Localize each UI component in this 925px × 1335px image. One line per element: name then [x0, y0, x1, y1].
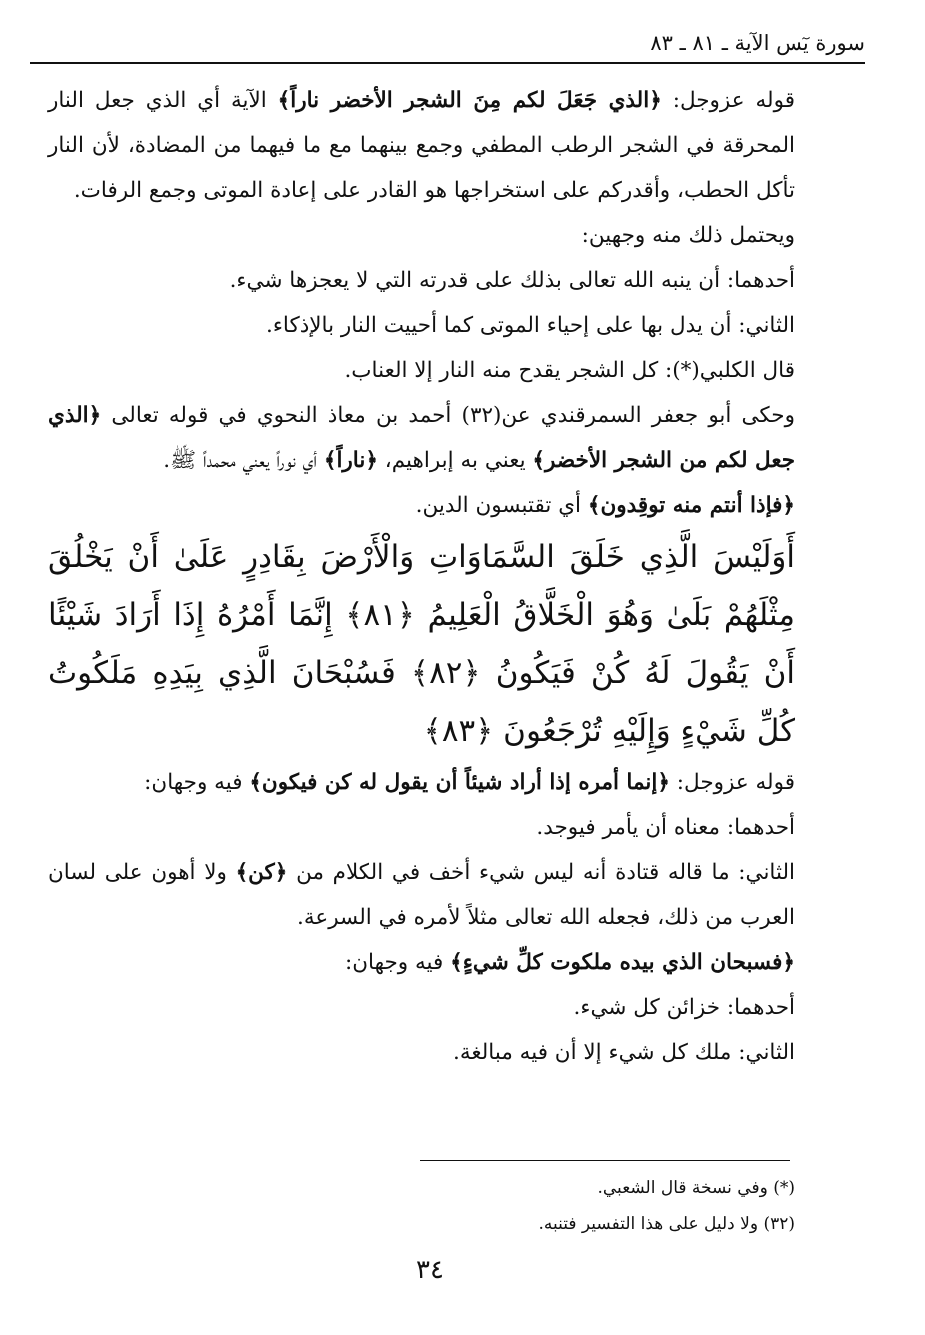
text-run: وحكى أبو جعفر السمرقندي عن(٣٢) أحمد بن معاذ النحوي في قوله تعالى [101, 403, 795, 428]
paragraph-13: الثاني: ملك كل شيء إلا أن فيه مبالغة. [453, 1040, 795, 1065]
text-run: الثاني: ما قاله قتادة أنه ليس شيء أخف في الكلام من [287, 860, 795, 885]
quran-quote: ﴿كن﴾ [235, 860, 288, 885]
quran-quote: ﴿ناراً﴾ [323, 448, 378, 473]
paragraph-1 [48, 78, 795, 213]
quran-verse-block: أَوَلَيْسَ الَّذِي خَلَقَ السَّمَاوَاتِ وَالْأَرْضَ بِقَادِرٍ عَلَىٰ أَنْ يَخْلُقَ مِثْلَهُمْ بَلَىٰ وَهُوَ الْخَلَّاقُ الْعَلِيمُ ﴿٨١﴾ إِنَّمَا أَمْرُهُ إِذَا أَرَادَ شَيْئًا أَنْ يَقُولَ لَهُ كُنْ فَيَكُونُ ﴿٨٢﴾ فَسُبْحَانَ الَّذِي بِيَدِهِ مَلَكُوتُ كُلِّ شَيْءٍ وَإِلَيْهِ تُرْجَعُونَ ﴿٨٣﴾ [48, 539, 796, 749]
page-number: ٣٤ [416, 1255, 444, 1285]
paragraph-12: أحدهما: خزائن كل شيء. [573, 995, 795, 1020]
text-run: أي تقتبسون الدين. [415, 493, 588, 518]
quran-quote: ﴿فسبحان الذي بيده ملكوت كلِّ شيءٍ﴾ [450, 950, 795, 975]
footnotes [300, 1170, 795, 1242]
text-run: ولا أهون على لسان العرب من ذلك، فجعله الله تعالى مثلاً لأمره في السرعة. [48, 860, 795, 930]
paragraph-6 [48, 393, 795, 483]
footnote: (*) وفي نسخة قال الشعبي. [597, 1178, 795, 1198]
quran-quote: ﴿الذي جَعَلَ لكم مِنَ الشجر الأخضر ناراً﴾ [277, 88, 662, 113]
text-run: يعني به إبراهيم، [377, 448, 533, 473]
quran-quote: ﴿فإذا أنتم منه توقِدون﴾ [587, 493, 795, 518]
text-run: قوله عزوجل: [669, 770, 795, 795]
paragraph-7 [48, 483, 795, 528]
quran-quote: ﴿الذي جعل لكم من الشجر الأخضر﴾ [48, 403, 795, 473]
footnote-divider [420, 1160, 790, 1161]
text-run: فيه وجهان: [344, 950, 451, 975]
paragraph-8 [48, 760, 795, 805]
paragraph-11 [48, 940, 795, 985]
running-header [30, 24, 865, 64]
text-run: قوله عزوجل: [661, 88, 795, 113]
quran-quote: ﴿إنما أمره إذا أراد شيئاً أن يقول له كن فيكون﴾ [249, 770, 670, 795]
text-run: الآية أي الذي جعل النار المحرقة في الشجر الرطب المطفي وجمع بينهما مع ما فيهما من المضادة، لأن النار تأكل الحطب، وأقدركم على استخراجها هو القادر على إعادة الموتى وجمع الرفات. [48, 88, 795, 203]
paragraph-5: قال الكلبي(*): كل الشجر يقدح منه النار إلا العناب. [344, 358, 795, 383]
paragraph-3: أحدهما: أن ينبه الله تعالى بذلك على قدرته التي لا يعجزها شيء. [229, 268, 795, 293]
paragraph-10 [48, 850, 795, 940]
text-run: فيه وجهان: [144, 770, 250, 795]
footnote: (٣٢) ولا دليل على هذا التفسير فتنبه. [538, 1214, 795, 1234]
paragraph-9: أحدهما: معناه أن يأمر فيوجد. [536, 815, 795, 840]
paragraph-4: الثاني: أن يدل بها على إحياء الموتى كما أحييت النار بالإذكاء. [265, 313, 795, 338]
paragraph-2: ويحتمل ذلك منه وجهين: [581, 223, 795, 248]
header-title: سورة يٓس الآية ـ ٨١ ـ ٨٣ [650, 31, 865, 55]
text-run: أي نوراً يعني محمداً ﷺ. [163, 448, 324, 473]
main-text [48, 78, 795, 1075]
